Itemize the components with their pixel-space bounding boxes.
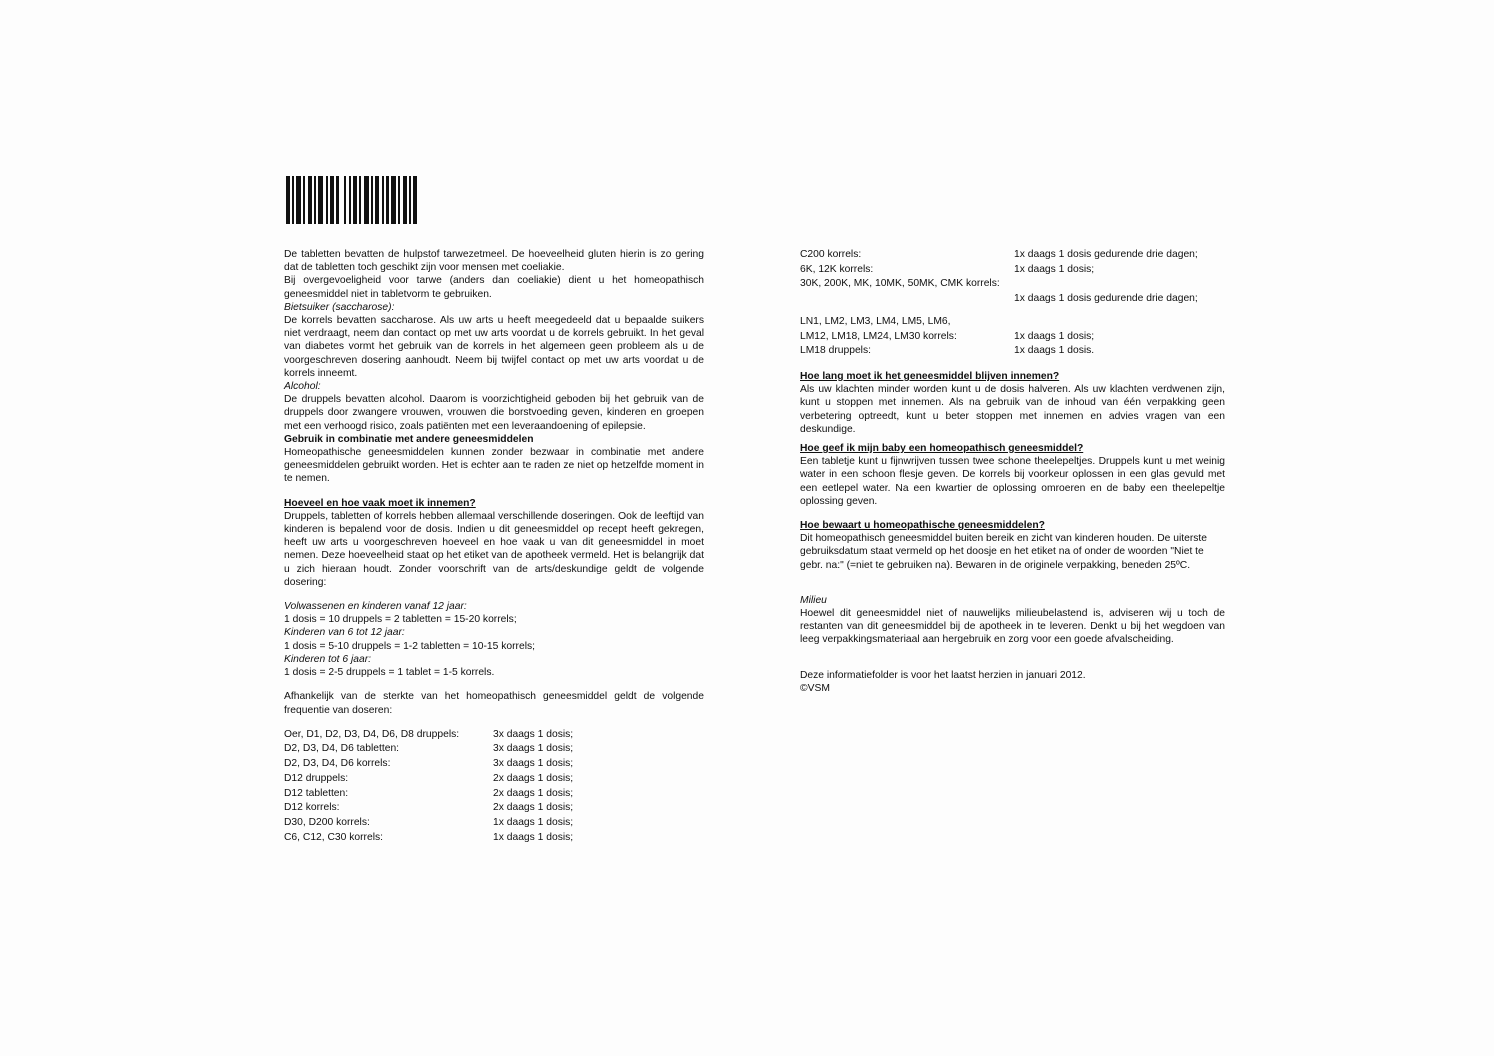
milieu-text: Hoewel dit geneesmiddel niet of nauwelijks milieubelastend is, adviseren wij u toch de restanten van dit geneesmiddel bij de apotheek in te leveren. Denkt u bij het wegdoen van leeg verpakkingsmateriaal aan hergebruik en zorg voor een goede afvalscheiding.: [800, 607, 1225, 646]
hoelang-text: Als uw klachten minder worden kunt u de dosis halveren. Als uw klachten verdwenen zijn, kunt u stoppen met innemen. Als na gebruik van de inhoud van één verpakking geen verbetering optreedt, kunt u beter stoppen met innemen en advies vragen van een deskundige.: [800, 384, 1225, 435]
table-row: [800, 344, 1225, 359]
table-row: [800, 263, 1225, 278]
dose-form: LN1, LM2, LM3, LM4, LM5, LM6,: [800, 315, 951, 327]
bewaren-heading: Hoe bewaart u homeopathische geneesmiddelen?: [800, 519, 1045, 531]
bewaren-text: Dit homeopathisch geneesmiddel buiten bereik en zicht van kinderen houden. De uiterste gebruiksdatum staat vermeld op het doosje en het etiket na of onder de woorden "Niet te gebr. na:" (=niet te gebruiken na). Bewaren in de originele verpakking, beneden 25ºC.: [800, 533, 1207, 571]
baby-text: Een tabletje kunt u fijnwrijven tussen twee schone theelepeltjes. Druppels kunt u met weinig water in een schoon flesje geven. De korrels bij voorkeur oplossen in een glas gevuld met een eetlepel water. Na een kwartier de oplossing omroeren en de baby een theelepeltje oplossing geven.: [800, 456, 1225, 507]
hoeveel-heading: Hoeveel en hoe vaak moet ik innemen?: [284, 497, 476, 509]
age-group-label-0: Volwassenen en kinderen vanaf 12 jaar:: [284, 601, 467, 613]
dose-frequency: 1x daags 1 dosis;: [1014, 263, 1095, 275]
dose-form: Oer, D1, D2, D3, D4, D6, D8 druppels:: [284, 728, 460, 740]
revision-text: Deze informatiefolder is voor het laatst herzien in januari 2012.: [800, 669, 1086, 681]
dose-frequency: [1014, 307, 1225, 330]
product-barcode: [286, 176, 451, 224]
table-row: [800, 307, 1225, 330]
age-group-dose-0: 1 dosis = 10 druppels = 2 tabletten = 15-20 korrels;: [284, 614, 517, 626]
copyright-text: ©VSM: [800, 682, 830, 694]
table-row: [284, 787, 704, 802]
dose-form: D2, D3, D4, D6 korrels:: [284, 758, 391, 770]
alcohol-heading: Alcohol:: [284, 381, 321, 393]
dose-form: LM18 druppels:: [800, 345, 871, 357]
dose-frequency: 1x daags 1 dosis;: [493, 816, 574, 828]
dose-form: LM12, LM18, LM24, LM30 korrels:: [800, 330, 957, 342]
table-row: [284, 831, 704, 846]
dose-frequency: 1x daags 1 dosis;: [493, 831, 574, 843]
dose-form: D12 druppels:: [284, 772, 349, 784]
intro-paragraph-2: Bij overgevoeligheid voor tarwe (anders dan coeliakie) dient u het homeopathisch geneesmiddel niet in tabletvorm te gebruiken.: [284, 275, 704, 300]
dose-form: 30K, 200K, MK, 10MK, 50MK, CMK korrels:: [800, 278, 1000, 290]
bietsuiker-text: De korrels bevatten saccharose. Als uw arts u heeft meegedeeld dat u bepaalde suikers niet verdraagt, neem dan contact op met uw arts voordat u de korrels gebruikt. In het geval van diabetes vormt het gebruik van de korrels in het algemeen geen probleem als u de voorgeschreven dosering aanhoudt. Neem bij twijfel contact op met uw arts voordat u de korrels inneemt.: [284, 315, 704, 379]
frequentie-text: Afhankelijk van de sterkte van het homeopathisch geneesmiddel geldt de volgende frequentie van doseren:: [284, 691, 704, 716]
dose-frequency: 2x daags 1 dosis;: [493, 787, 574, 799]
table-row: [284, 801, 704, 816]
right-text-column: [800, 248, 1225, 695]
dose-form: D12 korrels:: [284, 802, 340, 814]
table-row: [284, 742, 704, 757]
dose-form: [800, 292, 1014, 307]
dose-form: D12 tabletten:: [284, 787, 349, 799]
combinatie-text: Homeopathische geneesmiddelen kunnen zonder bezwaar in combinatie met andere geneesmiddelen gebruikt worden. Het is echter aan te raden ze niet op hetzelfde moment in te nemen.: [284, 447, 704, 485]
dose-form: C6, C12, C30 korrels:: [284, 831, 384, 843]
milieu-heading: Milieu: [800, 594, 827, 606]
table-row: [284, 757, 704, 772]
dosing-frequency-table-right: [800, 248, 1225, 359]
dose-frequency: 1x daags 1 dosis.: [1014, 345, 1095, 357]
dose-form: C200 korrels:: [800, 249, 862, 260]
dose-frequency: 2x daags 1 dosis;: [493, 802, 574, 814]
age-group-label-2: Kinderen tot 6 jaar:: [284, 653, 372, 665]
left-text-column: [284, 248, 704, 845]
age-group-dose-1: 1 dosis = 5-10 druppels = 1-2 tabletten = 10-15 korrels;: [284, 640, 535, 652]
alcohol-text: De druppels bevatten alcohol. Daarom is voorzichtigheid geboden bij het gebruik van de druppels door zwangere vrouwen, vrouwen die borstvoeding geven, kinderen en groepen met een verhoogd risico, zoals patiënten met een leveraandoening of epilepsie.: [284, 394, 704, 432]
table-row: [800, 292, 1225, 307]
table-row: [800, 248, 1225, 263]
dose-frequency: 1x daags 1 dosis gedurende drie dagen;: [1014, 249, 1198, 260]
dose-frequency: 3x daags 1 dosis;: [493, 758, 574, 770]
table-row: [800, 330, 1225, 345]
age-group-dose-2: 1 dosis = 2-5 druppels = 1 tablet = 1-5 korrels.: [284, 667, 495, 679]
dose-frequency: 1x daags 1 dosis gedurende drie dagen;: [1014, 293, 1198, 305]
dose-frequency: 3x daags 1 dosis;: [493, 728, 574, 740]
intro-paragraph-1: De tabletten bevatten de hulpstof tarwezetmeel. De hoeveelheid gluten hierin is zo gering dat de tabletten toch geschikt zijn voor mensen met coeliakie.: [284, 249, 704, 274]
dose-form: 6K, 12K korrels:: [800, 263, 874, 275]
hoeveel-text: Druppels, tabletten of korrels hebben allemaal verschillende doseringen. Ook de leeftijd van kinderen is bepalend voor de dosis. Indien u dit geneesmiddel op recept heeft gekregen, heeft uw arts u voorgeschreven hoeveel en hoe vaak u van dit geneesmiddel in moet nemen. Deze hoeveelheid staat op het etiket van de apotheek vermeld. Het is belangrijk dat u zich hieraan houdt. Zonder voorschrift van de arts/deskundige geldt de volgende dosering:: [284, 510, 704, 588]
bietsuiker-heading: Bietsuiker (saccharose):: [284, 301, 395, 313]
dose-frequency: [1014, 277, 1225, 292]
dose-frequency: 2x daags 1 dosis;: [493, 772, 574, 784]
table-row: [284, 816, 704, 831]
dosing-frequency-table-left: [284, 728, 704, 846]
table-row: [800, 277, 1225, 292]
age-group-label-1: Kinderen van 6 tot 12 jaar:: [284, 627, 405, 639]
dose-form: D2, D3, D4, D6 tabletten:: [284, 743, 400, 755]
baby-heading: Hoe geef ik mijn baby een homeopathisch geneesmiddel?: [800, 442, 1084, 454]
dose-frequency: 1x daags 1 dosis;: [1014, 330, 1095, 342]
table-row: [284, 728, 704, 743]
hoelang-heading: Hoe lang moet ik het geneesmiddel blijven innemen?: [800, 370, 1060, 382]
dose-frequency: 3x daags 1 dosis;: [493, 743, 574, 755]
table-row: [284, 772, 704, 787]
combinatie-heading: Gebruik in combinatie met andere geneesmiddelen: [284, 433, 534, 445]
dose-form: D30, D200 korrels:: [284, 816, 370, 828]
